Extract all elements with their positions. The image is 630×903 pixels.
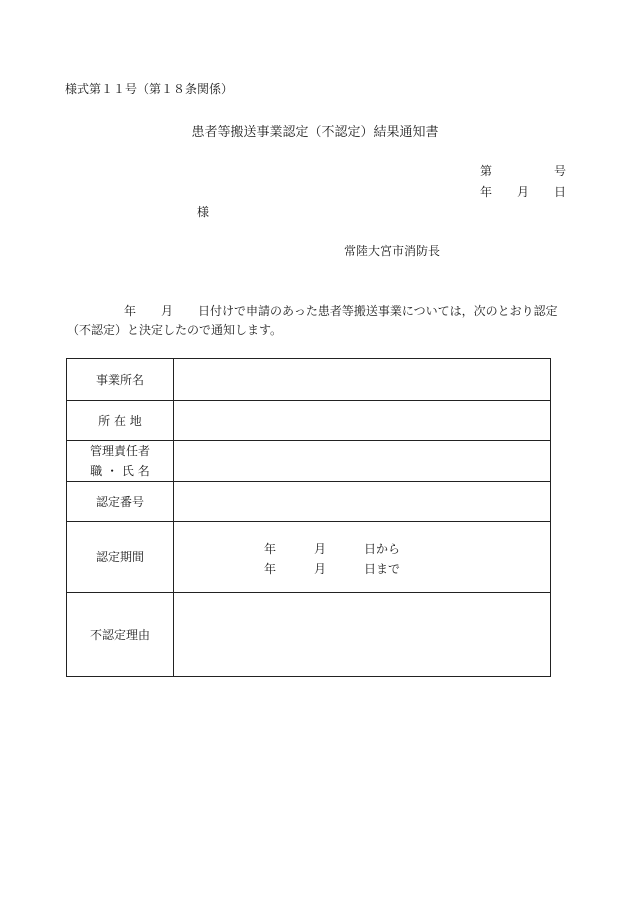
table-row (67, 359, 551, 401)
row-label-address: 所 在 地 (67, 401, 174, 441)
date-month-label: 月 (517, 185, 530, 199)
certification-period-field[interactable] (174, 522, 551, 593)
body-month-label: 月 (161, 304, 174, 318)
table-row (67, 522, 551, 593)
manager-label-line2: 職 ・ 氏 名 (90, 464, 150, 478)
row-label-certification-number: 認定番号 (67, 482, 174, 522)
form-number: 様式第１１号（第１８条関係） (65, 82, 234, 96)
certification-number-field[interactable] (174, 482, 551, 522)
body-line-2: （不認定）と決定したので通知します。 (67, 323, 283, 337)
body-year-label: 年 (124, 304, 137, 318)
date-year-label: 年 (480, 185, 493, 199)
period-from-month: 月 (314, 542, 327, 556)
table-row (67, 441, 551, 482)
row-label-manager (67, 441, 174, 482)
row-label-business-name: 事業所名 (67, 359, 174, 401)
document-number-prefix: 第 (480, 164, 493, 178)
manager-field[interactable] (174, 441, 551, 482)
document-number-suffix: 号 (554, 164, 567, 178)
row-label-rejection-reason: 不認定理由 (67, 593, 174, 677)
manager-label-line1: 管理責任者 (89, 444, 150, 458)
document-title: 患者等搬送事業認定（不認定）結果通知書 (191, 125, 439, 140)
row-label-certification-period: 認定期間 (67, 522, 174, 593)
period-from-day: 日から (364, 542, 401, 556)
period-to-month: 月 (314, 562, 327, 576)
address-field[interactable] (174, 401, 551, 441)
period-from-year: 年 (264, 542, 277, 556)
business-name-field[interactable] (174, 359, 551, 401)
period-to-year: 年 (264, 562, 277, 576)
result-table (66, 358, 551, 677)
table-row (67, 482, 551, 522)
period-box (174, 522, 550, 592)
period-to-day: 日まで (364, 562, 401, 576)
recipient-honorific: 様 (197, 205, 210, 219)
body-text-1: 日付けで申請のあった患者等搬送事業については，次のとおり認定 (198, 304, 558, 318)
date-day-label: 日 (554, 185, 567, 199)
issuer-name: 常陸大宮市消防長 (344, 244, 441, 258)
table-row (67, 593, 551, 677)
rejection-reason-field[interactable] (174, 593, 551, 677)
table-row (67, 401, 551, 441)
